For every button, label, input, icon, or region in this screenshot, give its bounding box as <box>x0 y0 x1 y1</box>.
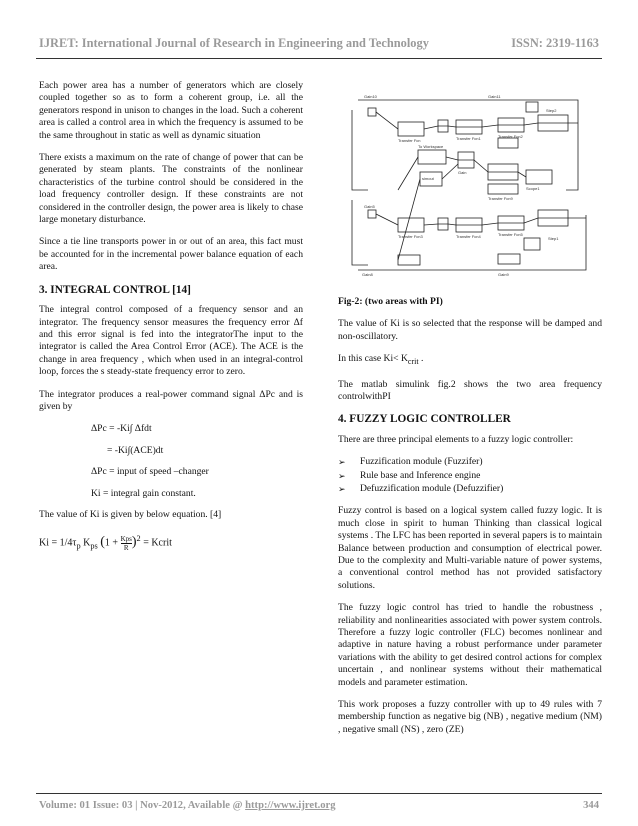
equation: = -Ki∫(ACE)dt <box>107 444 164 456</box>
journal-link[interactable]: http://www.ijret.org <box>245 800 336 811</box>
list-item: ➢ Fuzzification module (Fuzzifer) <box>338 456 483 468</box>
paragraph: The value of Ki is so selected that the response will be damped and non-oscillatory. <box>338 318 602 342</box>
svg-text:Transfer Fcn5: Transfer Fcn5 <box>498 232 523 237</box>
ki-equation: $Ki = 1/4\tau_p$ $K_{ps}$ (1 + Kps R )$^2$ = Kcrit <box>39 534 172 552</box>
section-heading: 3. INTEGRAL CONTROL [14] <box>39 283 191 296</box>
svg-text:Gain: Gain <box>458 170 467 175</box>
svg-text:To Workspace: To Workspace <box>418 144 444 149</box>
arrow-bullet-icon: ➢ <box>338 470 346 481</box>
paragraph: The integral control composed of a frequency sensor and an integrator. The frequency sensor measures the frequency error Δf and this error signal is fed into the integratorThe input to the integrator is called the Area Control Error (ACE). The ACE is the change in area frequency , which when used in an integral-control loop, forces the s steady-state frequency error to zero. <box>39 304 303 378</box>
svg-text:Scope1: Scope1 <box>526 186 540 191</box>
arrow-bullet-icon: ➢ <box>338 457 346 468</box>
paragraph: The matlab simulink fig.2 shows the two area frequency controlwithPI <box>338 378 602 402</box>
svg-text:Gain5: Gain5 <box>364 204 375 209</box>
journal-title: IJRET: International Journal of Research in Engineering and Technology <box>39 36 429 50</box>
bullet-list <box>338 456 602 495</box>
left-column <box>39 80 303 562</box>
arrow-bullet-icon: ➢ <box>338 483 346 494</box>
paragraph: The integrator produces a real-power command signal ΔPc and is given by <box>39 388 303 412</box>
paragraph: Fuzzy control is based on a logical system called fuzzy logic. It is much close in spirit to human Thinking than classical logical systems . The LFC has been reported in several papers is to maintain Balance between production and consumption of electrical power. Due to the complexity and Multi-variable nature of power systems, a conventional control method has not provided satisfactory solutions. <box>338 505 602 591</box>
page-footer <box>39 800 599 814</box>
svg-text:Gain8: Gain8 <box>362 272 373 277</box>
footer-text: Volume: 01 Issue: 03 | Nov-2012, Available @ <box>39 800 246 811</box>
header-rule <box>36 58 602 59</box>
equation: ΔPc = -Ki∫ Δfdt <box>91 423 152 435</box>
figure-caption: Fig-2: (two areas with PI) <box>338 296 443 307</box>
paragraph: Each power area has a number of generators which are closely coupled together so as to form a coherent group, i.e. all the generators respond in unison to changes in the load. Such a coherent area is called a control area in which the frequency is assumed to be the same throughout in static as well as dynamic situation <box>39 80 303 141</box>
svg-text:Gain9: Gain9 <box>498 272 509 277</box>
simulink-figure <box>338 80 602 290</box>
paragraph: In this case $Ki< K_{crit}$ . <box>338 353 424 367</box>
svg-text:simout: simout <box>422 176 434 181</box>
paragraph: There are three principal elements to a fuzzy logic controller: <box>338 433 574 445</box>
svg-text:Step2: Step2 <box>546 108 557 113</box>
simulink-diagram <box>338 80 602 290</box>
definition: ΔPc = input of speed –changer <box>91 466 209 478</box>
footer-rule <box>36 793 602 794</box>
svg-text:Step1: Step1 <box>548 236 559 241</box>
svg-text:Transfer Fcn9: Transfer Fcn9 <box>488 196 513 201</box>
paragraph: The value of Ki is given by below equation. [4] <box>39 508 222 520</box>
list-item: ➢ Rule base and Inference engine <box>338 469 481 481</box>
right-column <box>338 80 602 746</box>
svg-text:Transfer Fcn4: Transfer Fcn4 <box>456 234 481 239</box>
svg-text:Transfer Fcn3: Transfer Fcn3 <box>398 234 423 239</box>
paragraph: This work proposes a fuzzy controller with up to 49 rules with 7 membership function as negative big (NB) , negative medium (NM) , negative small (NS) , zero (ZE) <box>338 699 602 735</box>
issn: ISSN: 2319-1163 <box>511 36 599 50</box>
definition: Ki = integral gain constant. <box>91 487 196 499</box>
svg-text:Gain10: Gain10 <box>364 94 377 99</box>
page-number: 344 <box>583 800 599 811</box>
paragraph: Since a tie line transports power in or out of an area, this fact must be accounted for in the incremental power balance equation of each area. <box>39 236 303 273</box>
section-heading: 4. FUZZY LOGIC CONTROLLER <box>338 413 511 426</box>
paragraph: The fuzzy logic control has tried to handle the robustness , reliability and nonlinearities associated with power system controls. Therefore a fuzzy logic controller (FLC) becomes nonlinear and adaptive in nature having a robust performance under parameter variations with the ability to get desired control actions for complex uncertain , and nonlinear systems without their mathematical models and parameter estimation. <box>338 602 602 688</box>
svg-text:Transfer Fcn2: Transfer Fcn2 <box>498 134 523 139</box>
page-header <box>39 36 599 52</box>
list-item: ➢ Defuzzification module (Defuzzifier) <box>338 482 504 494</box>
svg-text:Transfer Fcn1: Transfer Fcn1 <box>456 136 481 141</box>
paragraph: There exists a maximum on the rate of change of power that can be generated by steam plants. The constraints of the nonlinear characteristics of the turbine control should be considered in the load frequency controller design. If these constraints are not considered in the controller design, the power area is likely to chase large monetary disturbance. <box>39 152 303 226</box>
svg-text:Gain11: Gain11 <box>488 94 501 99</box>
svg-text:Transfer Fcn: Transfer Fcn <box>398 138 421 143</box>
